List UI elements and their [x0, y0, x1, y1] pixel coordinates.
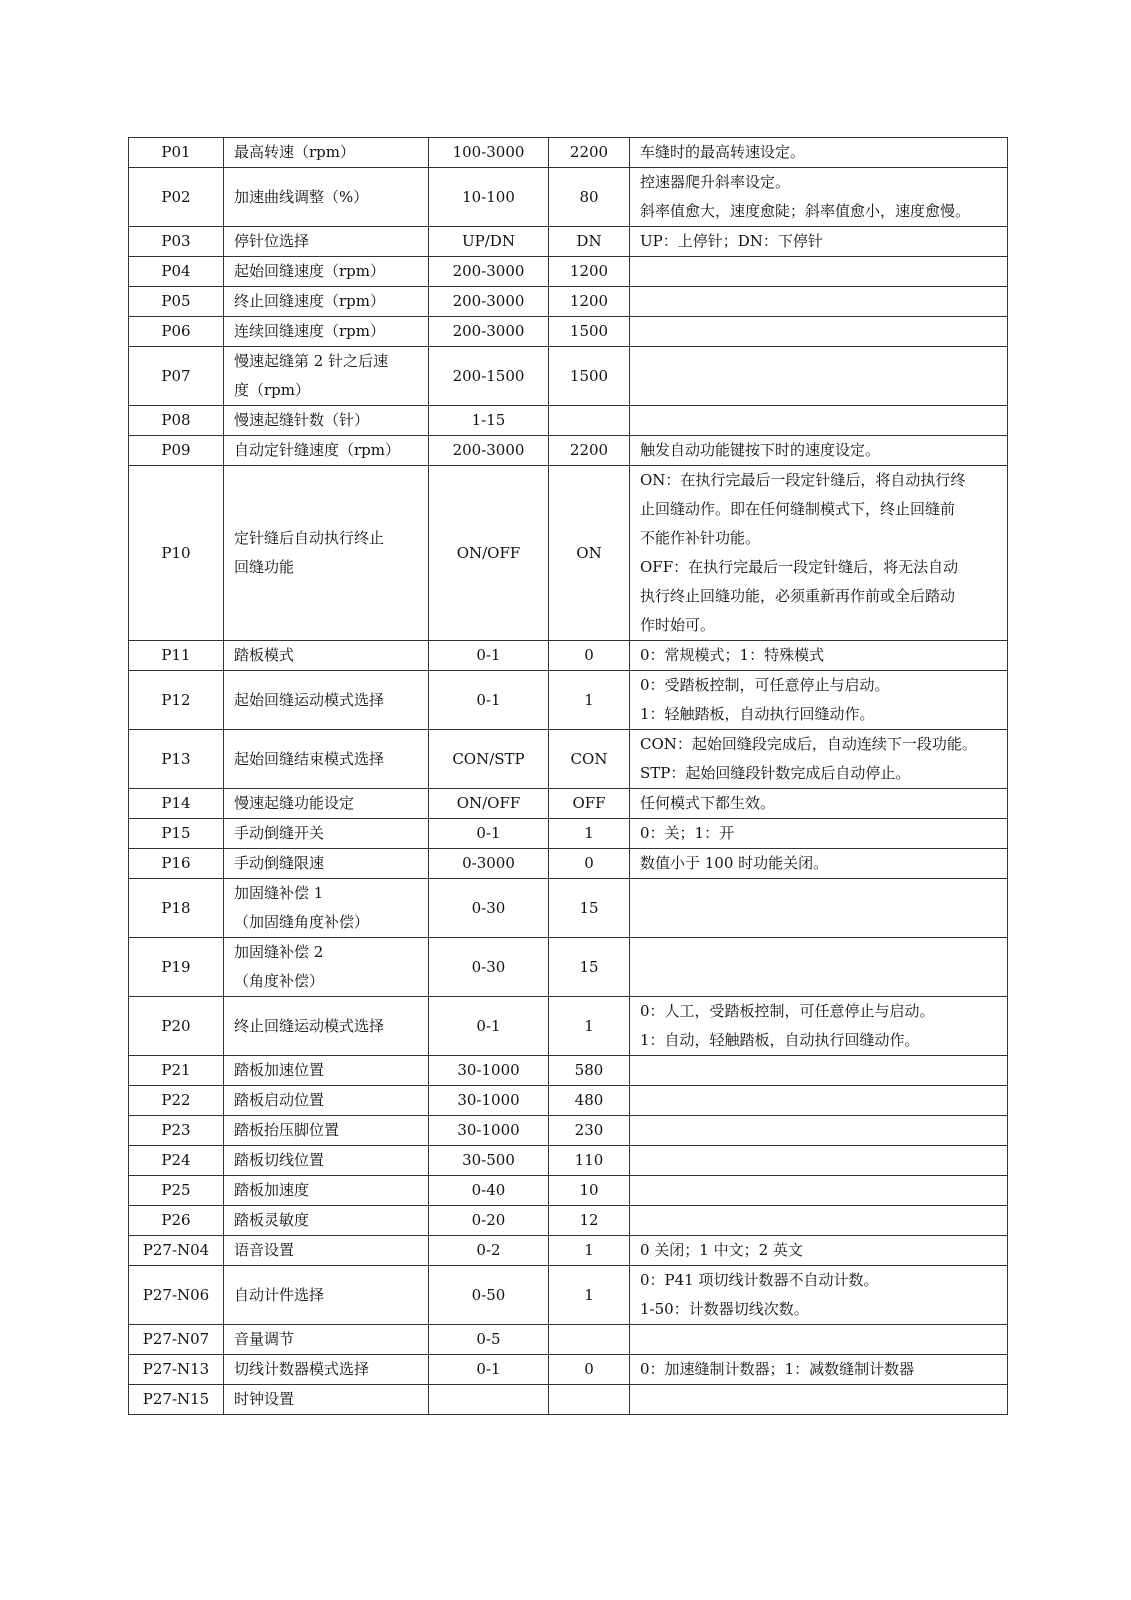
- parameter-name: 踏板模式: [224, 641, 429, 671]
- parameter-code: P16: [129, 849, 224, 879]
- parameter-code: P15: [129, 819, 224, 849]
- table-row: [129, 1236, 1008, 1266]
- table-row: [129, 168, 1008, 227]
- table-row: [129, 1086, 1008, 1116]
- table-row: [129, 671, 1008, 730]
- table-row: [129, 287, 1008, 317]
- parameter-description: 0 关闭；1 中文；2 英文: [630, 1236, 1008, 1266]
- parameter-description: 0：受踏板控制，可任意停止与启动。 1：轻触踏板，自动执行回缝动作。: [630, 671, 1008, 730]
- parameter-default: 12: [549, 1206, 630, 1236]
- parameter-description: [630, 1325, 1008, 1355]
- parameter-range: 1-15: [429, 406, 549, 436]
- parameter-name: 语音设置: [224, 1236, 429, 1266]
- parameter-default: 1500: [549, 317, 630, 347]
- parameter-default: 15: [549, 879, 630, 938]
- table-row: [129, 789, 1008, 819]
- parameter-name: 踏板灵敏度: [224, 1206, 429, 1236]
- parameter-range: 0-1: [429, 641, 549, 671]
- parameter-description: [630, 879, 1008, 938]
- parameter-range: 0-3000: [429, 849, 549, 879]
- parameter-range: 0-30: [429, 938, 549, 997]
- parameter-default: 15: [549, 938, 630, 997]
- table-row: [129, 849, 1008, 879]
- parameter-range: 0-5: [429, 1325, 549, 1355]
- table-row: [129, 138, 1008, 168]
- parameter-default: 1: [549, 819, 630, 849]
- parameter-default: 2200: [549, 436, 630, 466]
- parameter-description: 0：常规模式；1：特殊模式: [630, 641, 1008, 671]
- parameter-default: 0: [549, 1355, 630, 1385]
- table-row: [129, 938, 1008, 997]
- parameter-name: 终止回缝速度（rpm）: [224, 287, 429, 317]
- parameter-code: P25: [129, 1176, 224, 1206]
- parameter-name: 最高转速（rpm）: [224, 138, 429, 168]
- parameter-code: P04: [129, 257, 224, 287]
- parameter-name: 加速曲线调整（%）: [224, 168, 429, 227]
- parameter-default: 1200: [549, 257, 630, 287]
- parameter-range: 200-3000: [429, 287, 549, 317]
- parameter-name: 慢速起缝功能设定: [224, 789, 429, 819]
- parameter-description: 0：关；1：开: [630, 819, 1008, 849]
- parameter-name: 踏板加速度: [224, 1176, 429, 1206]
- parameter-name: 踏板抬压脚位置: [224, 1116, 429, 1146]
- parameter-description: [630, 1206, 1008, 1236]
- parameter-code: P13: [129, 730, 224, 789]
- parameter-code: P06: [129, 317, 224, 347]
- parameter-code: P22: [129, 1086, 224, 1116]
- parameter-code: P10: [129, 466, 224, 641]
- table-row: [129, 436, 1008, 466]
- parameter-code: P27-N04: [129, 1236, 224, 1266]
- parameter-range: 30-500: [429, 1146, 549, 1176]
- parameter-range: 0-40: [429, 1176, 549, 1206]
- parameter-default: 10: [549, 1176, 630, 1206]
- parameter-code: P01: [129, 138, 224, 168]
- parameter-code: P18: [129, 879, 224, 938]
- parameter-default: [549, 1325, 630, 1355]
- parameter-default: OFF: [549, 789, 630, 819]
- parameter-default: 580: [549, 1056, 630, 1086]
- parameter-default: 1200: [549, 287, 630, 317]
- parameter-range: 30-1000: [429, 1086, 549, 1116]
- table-row: [129, 819, 1008, 849]
- parameter-name: 音量调节: [224, 1325, 429, 1355]
- parameter-code: P09: [129, 436, 224, 466]
- parameter-code: P27-N06: [129, 1266, 224, 1325]
- parameter-name: 停针位选择: [224, 227, 429, 257]
- parameter-code: P26: [129, 1206, 224, 1236]
- parameter-description: 数值小于 100 时功能关闭。: [630, 849, 1008, 879]
- parameter-description: [630, 1116, 1008, 1146]
- table-row: [129, 1355, 1008, 1385]
- parameter-default: 110: [549, 1146, 630, 1176]
- parameter-name: 踏板启动位置: [224, 1086, 429, 1116]
- table-row: [129, 227, 1008, 257]
- parameter-code: P03: [129, 227, 224, 257]
- parameter-name: 自动计件选择: [224, 1266, 429, 1325]
- parameter-code: P24: [129, 1146, 224, 1176]
- parameter-name: 自动定针缝速度（rpm）: [224, 436, 429, 466]
- parameter-range: 0-1: [429, 671, 549, 730]
- parameter-description: [630, 1056, 1008, 1086]
- table-row: [129, 1385, 1008, 1415]
- parameter-description: 任何模式下都生效。: [630, 789, 1008, 819]
- parameter-default: 1500: [549, 347, 630, 406]
- parameter-name: 手动倒缝限速: [224, 849, 429, 879]
- parameter-name: 加固缝补偿 2 （角度补偿）: [224, 938, 429, 997]
- parameter-code: P07: [129, 347, 224, 406]
- parameter-code: P14: [129, 789, 224, 819]
- table-row: [129, 1176, 1008, 1206]
- parameter-code: P19: [129, 938, 224, 997]
- parameter-code: P23: [129, 1116, 224, 1146]
- parameter-default: 0: [549, 641, 630, 671]
- parameter-range: [429, 1385, 549, 1415]
- parameter-name: 踏板加速位置: [224, 1056, 429, 1086]
- parameter-description: UP：上停针；DN：下停针: [630, 227, 1008, 257]
- parameter-code: P21: [129, 1056, 224, 1086]
- parameter-default: 1: [549, 1266, 630, 1325]
- parameter-range: 0-1: [429, 1355, 549, 1385]
- parameter-description: [630, 1086, 1008, 1116]
- parameter-default: DN: [549, 227, 630, 257]
- table-row: [129, 997, 1008, 1056]
- parameter-description: [630, 938, 1008, 997]
- parameter-description: 0：P41 项切线计数器不自动计数。 1-50：计数器切线次数。: [630, 1266, 1008, 1325]
- parameter-default: [549, 1385, 630, 1415]
- parameter-default: 1: [549, 1236, 630, 1266]
- table-row: [129, 879, 1008, 938]
- parameter-name: 起始回缝结束模式选择: [224, 730, 429, 789]
- parameter-default: [549, 406, 630, 436]
- parameter-name: 起始回缝运动模式选择: [224, 671, 429, 730]
- parameter-description: [630, 1146, 1008, 1176]
- parameter-description: 控速器爬升斜率设定。 斜率值愈大，速度愈陡；斜率值愈小，速度愈慢。: [630, 168, 1008, 227]
- parameter-name: 手动倒缝开关: [224, 819, 429, 849]
- table-row: [129, 317, 1008, 347]
- parameter-name: 切线计数器模式选择: [224, 1355, 429, 1385]
- parameter-name: 踏板切线位置: [224, 1146, 429, 1176]
- parameter-code: P08: [129, 406, 224, 436]
- table-row: [129, 1206, 1008, 1236]
- parameter-code: P12: [129, 671, 224, 730]
- parameter-range: 200-1500: [429, 347, 549, 406]
- parameter-default: ON: [549, 466, 630, 641]
- parameter-range: 0-1: [429, 997, 549, 1056]
- parameter-code: P27-N07: [129, 1325, 224, 1355]
- parameter-description: [630, 317, 1008, 347]
- table-row: [129, 641, 1008, 671]
- parameter-range: 200-3000: [429, 257, 549, 287]
- parameter-range: CON/STP: [429, 730, 549, 789]
- parameter-range: 100-3000: [429, 138, 549, 168]
- table-row: [129, 347, 1008, 406]
- table-row: [129, 1116, 1008, 1146]
- parameter-name: 连续回缝速度（rpm）: [224, 317, 429, 347]
- parameter-name: 终止回缝运动模式选择: [224, 997, 429, 1056]
- parameter-range: ON/OFF: [429, 789, 549, 819]
- parameter-range: 30-1000: [429, 1056, 549, 1086]
- parameter-name: 起始回缝速度（rpm）: [224, 257, 429, 287]
- parameter-default: 1: [549, 997, 630, 1056]
- table-row: [129, 1146, 1008, 1176]
- parameter-default: 1: [549, 671, 630, 730]
- parameter-code: P02: [129, 168, 224, 227]
- parameter-description: [630, 1176, 1008, 1206]
- table-row: [129, 406, 1008, 436]
- parameter-range: ON/OFF: [429, 466, 549, 641]
- parameter-default: 230: [549, 1116, 630, 1146]
- parameter-description: 触发自动功能键按下时的速度设定。: [630, 436, 1008, 466]
- table-row: [129, 730, 1008, 789]
- parameter-code: P11: [129, 641, 224, 671]
- parameter-name: 慢速起缝针数（针）: [224, 406, 429, 436]
- parameter-description: 车缝时的最高转速设定。: [630, 138, 1008, 168]
- parameter-description: ON：在执行完最后一段定针缝后，将自动执行终 止回缝动作。即在任何缝制模式下，终止回缝前 不能作补针功能。 OFF：在执行完最后一段定针缝后，将无法自动 执行终止回缝功能，必须重新再作前或全后踏动 作时始可。: [630, 466, 1008, 641]
- parameter-description: 0：加速缝制计数器；1：减数缝制计数器: [630, 1355, 1008, 1385]
- parameter-table-body: [129, 138, 1008, 1415]
- parameter-description: [630, 406, 1008, 436]
- parameter-default: 480: [549, 1086, 630, 1116]
- parameter-name: 时钟设置: [224, 1385, 429, 1415]
- parameter-description: [630, 1385, 1008, 1415]
- parameter-description: [630, 287, 1008, 317]
- parameter-code: P27-N15: [129, 1385, 224, 1415]
- table-row: [129, 466, 1008, 641]
- parameter-code: P05: [129, 287, 224, 317]
- parameter-description: [630, 257, 1008, 287]
- parameter-default: 0: [549, 849, 630, 879]
- parameter-range: 0-30: [429, 879, 549, 938]
- parameter-range: 30-1000: [429, 1116, 549, 1146]
- parameter-default: 2200: [549, 138, 630, 168]
- parameter-name: 加固缝补偿 1 （加固缝角度补偿）: [224, 879, 429, 938]
- parameter-code: P20: [129, 997, 224, 1056]
- table-row: [129, 1325, 1008, 1355]
- parameter-range: 0-1: [429, 819, 549, 849]
- parameter-description: [630, 347, 1008, 406]
- parameter-default: 80: [549, 168, 630, 227]
- parameter-range: 0-20: [429, 1206, 549, 1236]
- parameter-description: 0：人工，受踏板控制，可任意停止与启动。 1：自动，轻触踏板，自动执行回缝动作。: [630, 997, 1008, 1056]
- parameter-name: 定针缝后自动执行终止 回缝功能: [224, 466, 429, 641]
- parameter-code: P27-N13: [129, 1355, 224, 1385]
- parameter-range: 10-100: [429, 168, 549, 227]
- parameter-range: 0-2: [429, 1236, 549, 1266]
- parameter-range: 0-50: [429, 1266, 549, 1325]
- parameter-table: [128, 137, 1008, 1415]
- parameter-range: UP/DN: [429, 227, 549, 257]
- table-row: [129, 1266, 1008, 1325]
- parameter-description: CON：起始回缝段完成后，自动连续下一段功能。 STP：起始回缝段针数完成后自动停止。: [630, 730, 1008, 789]
- table-row: [129, 1056, 1008, 1086]
- parameter-default: CON: [549, 730, 630, 789]
- parameter-name: 慢速起缝第 2 针之后速 度（rpm）: [224, 347, 429, 406]
- parameter-range: 200-3000: [429, 436, 549, 466]
- parameter-range: 200-3000: [429, 317, 549, 347]
- table-row: [129, 257, 1008, 287]
